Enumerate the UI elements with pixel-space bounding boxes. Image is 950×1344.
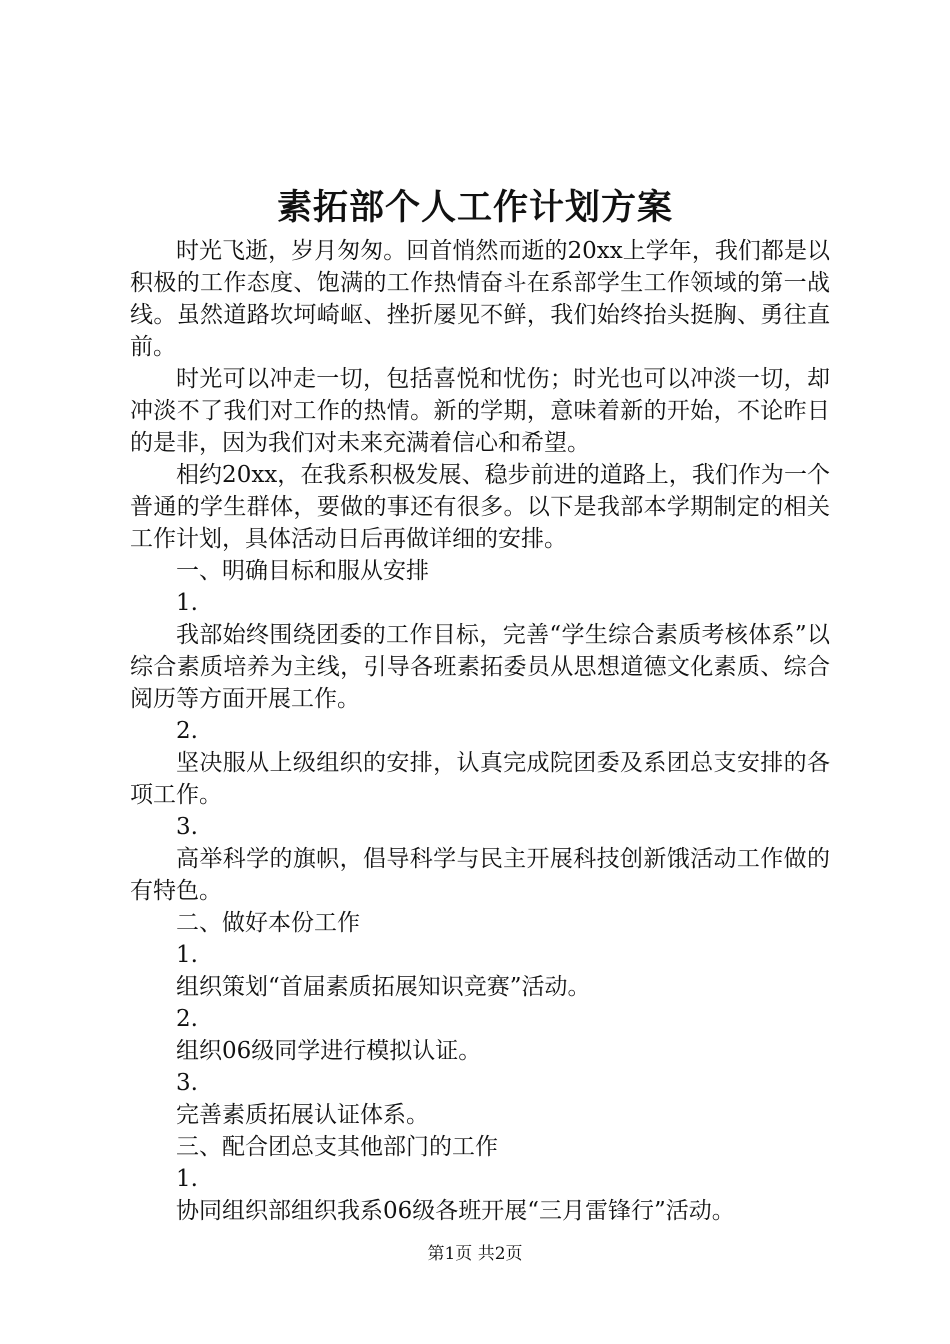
paragraph: 组织06级同学进行模拟认证。: [176, 1038, 482, 1064]
paragraph: 协同组织部组织我系06级各班开展“三月雷锋行”活动。: [176, 1198, 735, 1224]
paragraph: 高举科学的旗帜，倡导科学与民主开展科技创新饿活动工作做的有特色。: [130, 846, 830, 904]
section-heading: 三、配合团总支其他部门的工作: [176, 1134, 498, 1160]
page-footer: 第1页 共2页: [427, 1244, 523, 1264]
list-number: 3.: [176, 814, 198, 840]
paragraph: 时光可以冲走一切，包括喜悦和忧伤；时光也可以冲淡一切，却冲淡不了我们对工作的热情。新的学期，意味着新的开始，不论昨日的是非，因为我们对未来充满着信心和希望。: [130, 366, 830, 456]
section-heading: 二、做好本份工作: [176, 910, 360, 936]
list-number: 1.: [176, 590, 198, 616]
list-number: 1.: [176, 942, 198, 968]
paragraph: 相约20xx，在我系积极发展、稳步前进的道路上，我们作为一个普通的学生群体，要做的事还有很多。以下是我部本学期制定的相关工作计划，具体活动日后再做详细的安排。: [130, 462, 830, 552]
paragraph: 我部始终围绕团委的工作目标，完善“学生综合素质考核体系”以综合素质培养为主线，引导各班素拓委员从思想道德文化素质、综合阅历等方面开展工作。: [130, 622, 830, 712]
list-number: 1.: [176, 1166, 198, 1192]
document-title: 素拓部个人工作计划方案: [276, 187, 673, 228]
paragraph: 时光飞逝，岁月匆匆。回首悄然而逝的20xx上学年，我们都是以积极的工作态度、饱满的工作热情奋斗在系部学生工作领域的第一战线。虽然道路坎坷崎岖、挫折屡见不鲜，我们始终抬头挺胸、勇往直前。: [130, 238, 830, 360]
list-number: 2.: [176, 718, 198, 744]
paragraph: 完善素质拓展认证体系。: [176, 1102, 429, 1128]
paragraph: 组织策划“首届素质拓展知识竞赛”活动。: [176, 974, 591, 1000]
list-number: 3.: [176, 1070, 198, 1096]
paragraph: 坚决服从上级组织的安排，认真完成院团委及系团总支安排的各项工作。: [130, 750, 830, 808]
list-number: 2.: [176, 1006, 198, 1032]
document-body: [130, 235, 830, 1227]
section-heading: 一、明确目标和服从安排: [176, 558, 429, 584]
